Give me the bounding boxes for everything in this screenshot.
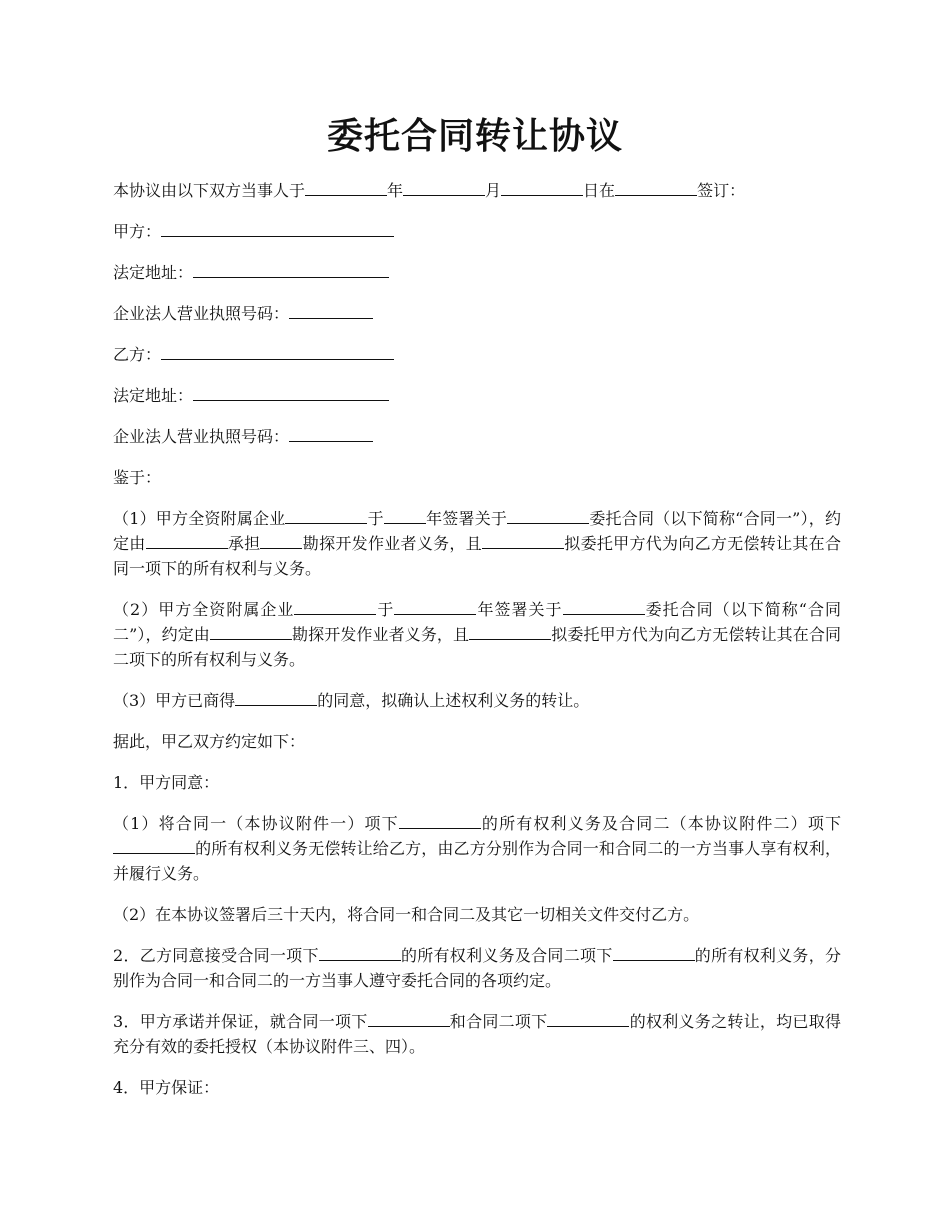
- c2-text-c: 的所有权利义务，分别作为合同一和合同二的一方当事人遵守委托合同的各项约定。: [113, 946, 841, 990]
- blank: [146, 531, 228, 549]
- party-b-license-line: [113, 424, 841, 449]
- agreement-intro: 据此，甲乙双方约定如下：: [113, 732, 306, 751]
- party-b-label: 乙方：: [113, 345, 162, 364]
- blank-party-b: [161, 342, 394, 360]
- whereas-3: [113, 688, 841, 713]
- address-label: 法定地址：: [113, 386, 194, 405]
- w3-text-b: 的同意，拟确认上述权利义务的转让。: [317, 691, 590, 710]
- party-a-address-line: [113, 260, 841, 285]
- blank: [384, 506, 426, 524]
- blank: [368, 1009, 450, 1027]
- intro-year-text: 年: [387, 181, 404, 200]
- blank: [294, 597, 376, 615]
- intro-text: 本协议由以下双方当事人于: [113, 181, 306, 200]
- clause-2: [113, 943, 841, 993]
- whereas-heading: 鉴于：: [113, 468, 162, 487]
- w1-text-e: 承担: [227, 534, 261, 553]
- blank: [563, 597, 645, 615]
- clause-3: [113, 1009, 841, 1059]
- intro-day-text: 日在: [583, 181, 616, 200]
- w2-text-c: 年签署关于: [476, 600, 563, 619]
- blank-address-a: [193, 260, 389, 278]
- party-a-license-line: [113, 301, 841, 326]
- blank-address-b: [193, 383, 389, 401]
- c1-1-text-a: （1）将合同一（本协议附件一）项下: [113, 814, 399, 833]
- c2-text-b: 的所有权利义务及合同二项下: [400, 946, 613, 965]
- party-a-line: [113, 219, 841, 244]
- blank: [394, 597, 476, 615]
- party-b-address-line: [113, 383, 841, 408]
- blank: [113, 836, 195, 854]
- w2-text-f: 拟委托甲方代为向乙方无偿转让其在合同二项下的所有权利与义务。: [113, 625, 841, 669]
- document-body: [113, 178, 841, 1116]
- whereas-1: [113, 506, 841, 581]
- license-label: 企业法人营业执照号码：: [113, 304, 290, 323]
- blank-place: [615, 178, 697, 196]
- clause-4: 4．甲方保证：: [113, 1078, 220, 1097]
- blank: [235, 688, 317, 706]
- blank-year: [305, 178, 387, 196]
- blank: [285, 506, 367, 524]
- blank: [399, 811, 481, 829]
- w3-text-a: （3）甲方已商得: [113, 691, 236, 710]
- c1-1-text-c: 的所有权利义务无偿转让给乙方，由乙方分别作为合同一和合同二的一方当事人享有权利，并履行义务。: [113, 839, 841, 883]
- clause-1-1: [113, 811, 841, 886]
- blank: [210, 622, 292, 640]
- w1-text-c: 年签署关于: [425, 509, 508, 528]
- address-label: 法定地址：: [113, 263, 194, 282]
- whereas-2: [113, 597, 841, 672]
- c3-text-c: 的权利义务之转让，均已取得充分有效的委托授权（本协议附件三、四）。: [113, 1012, 841, 1056]
- w2-text-e: 勘探开发作业者义务，且: [291, 625, 470, 644]
- blank: [469, 622, 551, 640]
- blank: [507, 506, 589, 524]
- blank-day: [501, 178, 583, 196]
- c3-text-a: 3．甲方承诺并保证，就合同一项下: [113, 1012, 368, 1031]
- blank: [547, 1009, 629, 1027]
- w1-text-a: （1）甲方全资附属企业: [113, 509, 286, 528]
- c1-1-text-b: 的所有权利义务及合同二（本协议附件二）项下: [480, 814, 841, 833]
- blank-license-a: [289, 301, 373, 319]
- w1-text-d: 委托合同（以下简称“合同一”），约定由: [113, 509, 841, 553]
- w1-text-f: 勘探开发作业者义务，且: [302, 534, 482, 553]
- c2-text-a: 2．乙方同意接受合同一项下: [113, 946, 319, 965]
- party-a-label: 甲方：: [113, 222, 162, 241]
- w2-text-a: （2）甲方全资附属企业: [113, 600, 295, 619]
- blank: [482, 531, 564, 549]
- document-title: 委托合同转让协议: [326, 115, 623, 157]
- blank: [319, 943, 401, 961]
- w2-text-b: 于: [376, 600, 395, 619]
- clause-1-2: （2）在本协议签署后三十天内，将合同一和合同二及其它一切相关文件交付乙方。: [113, 905, 700, 924]
- clause-1: 1．甲方同意：: [113, 773, 220, 792]
- blank: [613, 943, 695, 961]
- blank-month: [403, 178, 485, 196]
- w1-text-b: 于: [367, 509, 384, 528]
- w1-text-g: 拟委托甲方代为向乙方无偿转让其在合同一项下的所有权利与义务。: [113, 534, 841, 578]
- intro-month-text: 月: [485, 181, 502, 200]
- c3-text-b: 和合同二项下: [449, 1012, 548, 1031]
- blank-license-b: [289, 424, 373, 442]
- w2-text-d: 委托合同（以下简称“合同二”），约定由: [113, 600, 841, 644]
- intro-paragraph: [113, 178, 841, 203]
- license-label: 企业法人营业执照号码：: [113, 427, 290, 446]
- blank: [260, 531, 302, 549]
- blank-party-a: [161, 219, 394, 237]
- party-b-line: [113, 342, 841, 367]
- intro-sign-text: 签订：: [697, 181, 746, 200]
